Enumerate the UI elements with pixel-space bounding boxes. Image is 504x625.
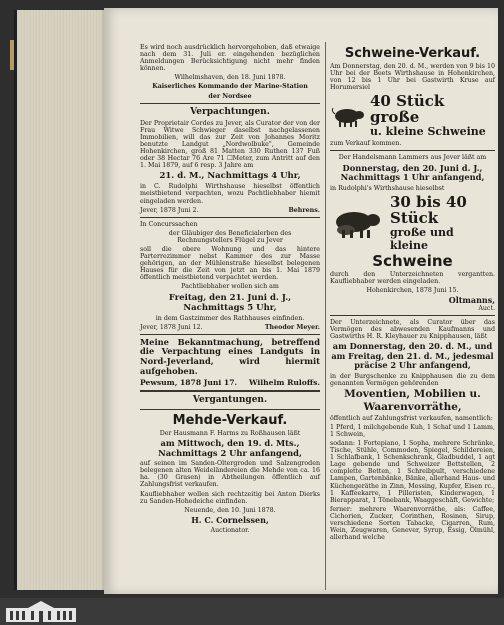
schwein-title: Schweine-Verkauf. [344, 46, 481, 61]
schwein-intro-2: Der Handelsmann Lammers aus Jever läßt am [338, 154, 487, 162]
column-divider [325, 42, 326, 590]
mehde-intro: Der Hausmann F. Harms zu Roßhausen läßt [159, 430, 301, 438]
rule [140, 409, 320, 410]
verpachtung-text-2: in C. Rudolphi Wirthshause hieselbst öffentlich meistbietend verpachten, wozu Pachtliebhaber hiemit eingeladen werden. [140, 183, 320, 205]
movables-items-3: ferner: mehrere Waarenvorräthe, als: Caffee, Cichorien, Zucker, Corinthen, Rosinen, Sirup, verschiedene Sorten Tabacke, Cigarren, Rum, Wein, Zeugwaren, Genever, Syrup, Essig, Ölmühl, allerhand welche [330, 505, 495, 542]
rule [140, 390, 320, 392]
verpachtung-title: Verpachtungen. [190, 106, 270, 117]
withdraw-notice: Meine Bekanntmachung, betreffend die Verpachtung eines Landguts in Nord-Jeverland, wird hiermit aufgehoben. [140, 336, 320, 376]
rule [330, 315, 495, 316]
rule [140, 103, 320, 104]
right-column [330, 44, 495, 543]
rule [140, 217, 320, 218]
notice-issuer: Kaiserliches Kommando der Marine-Station [152, 83, 308, 91]
movables-title-2: Waarenvorräthe, [363, 400, 462, 413]
schwein-intro: Am Donnerstag, den 20. d. M., werden von 9 bis 10 Uhr bei der Beets Wirthshause in Hohenkirchen, von 12 bis 1 Uhr bei Gastwirth Kruse auf Horumersiel [330, 63, 495, 92]
schwein-date-2: Donnerstag, den 20. Juni d. J., Nachmittags 1 Uhr anfangend, [340, 162, 485, 183]
pig-illustration-icon [330, 104, 366, 128]
schwein-place-3: Hohenkirchen, 1878 Juni 15. [366, 286, 459, 294]
concurs-text: soll die obere Wohnung und das hintere Parterrezimmer nebst Kammer des zur Masse gehörigen, an der Mühlenstraße hieselbst belegenen Hauses für die Zeit von jetzt an bis 1. Mai 1879 öffentlich meistbietend verpachtet werden. [140, 245, 320, 282]
pig-ad-1 [330, 93, 495, 138]
vergantung-title: Vergantungen. [192, 395, 268, 406]
concurs-invite: Pachtliebhaber wollen sich am [181, 283, 279, 291]
schwein-kind-1: u. kleine Schweine [370, 125, 486, 139]
pigs-illustration-icon [330, 206, 386, 240]
concurs-signature: Theodor Meyer. [264, 323, 320, 331]
movables-title-1: Moventien, Mobilien u. [344, 387, 481, 400]
withdraw-signature: Wilhelm Ruloffs. [248, 378, 320, 388]
concurs-place: in dem Gastzimmer des Rathhauses einfinden. [155, 314, 305, 322]
schwein-kind-2a: große und kleine [390, 225, 454, 252]
movables-items-2: sodann: 1 Fortepiano, 1 Sopha, mehrere Schränke, Tische, Stühle, Commoden, Spiegel, Schildereien, 1 Schlafbank, 1 Schenkschrank, Gladbuddel, 1 agt Lage gebende und Schweizer Bettstellen, 2 complette Betten, 1 Schreibpult, verschiedene Lampen, Gartenbänke, Bänke, allerhand Haus- und Küchengeräthe in Zinn, Messing, Kupfer, Eisen rc., 1 Kaffeekarre, 1 Pilleristen, Kinderwagen, 1 Bierapparat, 1 Tönebank, Waaggeschäft, Gewichte; [330, 440, 495, 504]
movables-intro: Der Unterzeichnete, als Curator über das Vermögen des abwesenden Kaufmanns und Gastwirths H. R. Kleyhauer zu Knipphausen, läßt [330, 319, 495, 341]
mehde-role: Auctionator. [210, 526, 250, 534]
notice-intro: Es wird noch ausdrücklich hervorgehoben, daß etwaige nach dem 31. Juli er. eingehenden bezüglichen Anmeldungen Berücksichtigung nicht mehr finden können. [140, 44, 320, 73]
concurs-title: In Concurssachen [140, 220, 198, 228]
schwein-kind-2b: Schweine [372, 251, 453, 270]
notice-date: Wilhelmshaven, den 18. Juni 1878. [174, 74, 286, 82]
newspaper-page [104, 8, 498, 594]
schwein-place-2: in Rudolphi's Wirthshause hieselbst [330, 184, 445, 192]
book-page-edges [14, 10, 107, 590]
pig-ad-2 [330, 194, 495, 252]
movables-terms: öffentlich auf Zahlungsfrist verkaufen, namentlich: [330, 414, 493, 422]
left-column [140, 44, 320, 536]
concurs-date: Freitag, den 21. Juni d. J., Nachmittags 5 Uhr, [168, 292, 292, 313]
schwein-count-2: 30 bis 40 Stück [390, 192, 467, 227]
mehde-text: auf seinen im Sanden-Oltergroden und Salzengroden belegenen alten Weideländereien die Mehde von ca. 16 ha. (30 Grasen) in Abtheilungen öffentlich auf Zahlungsfrist verkaufen. [140, 460, 320, 489]
rule [140, 334, 320, 335]
concurs-date-2: Jever, 1878 Juni 12. [140, 323, 203, 331]
verpachtung-date: 21. d. M., Nachmittags 4 Uhr, [159, 171, 301, 182]
movables-place: in der Burgschenke zu Knipphausen die zu dem genannten Vermögen gehörenden [330, 372, 495, 387]
movables-items-1: 1 Pferd, 1 milchgebende Kuh, 1 Schaf und 1 Lamm, 1 Schwein, [330, 423, 495, 438]
schwein-count-1: 40 Stück große [370, 92, 445, 127]
book-marker [10, 40, 14, 70]
mehde-signature: H. C. Cornelssen, [191, 514, 269, 525]
notice-issuer-2: der Nordsee [208, 92, 252, 100]
mehde-title: Mehde-Verkauf. [172, 413, 288, 429]
mehde-invite: Kaufliebhaber wollen sich rechtzeitig bei Anton Dierks zu Sanden-Hohedeiche einfinden. [140, 490, 320, 505]
mehde-place: Neuende, den 10. Juni 1878. [184, 506, 276, 514]
verpachtung-signature: Behrens. [288, 206, 320, 214]
schwein-role: Auct. [478, 304, 495, 312]
library-building-logo-icon [6, 600, 76, 622]
schwein-text-2: durch den Unterzeichneten vergantten. Kaufliebhaber werden eingeladen. [330, 270, 495, 285]
withdraw-place: Pewsum, 1878 Juni 17. [140, 378, 238, 388]
verpachtung-place: Jever, 1878 Juni 2. [140, 206, 199, 214]
rule [330, 150, 495, 151]
verpachtung-text: Der Proprietair Cordes zu Jever, als Curator der von der Frau Witwe Schwieger daselbst nachgelassenen Immobilien, will das zur Zeit von Johannes Moritz benutzte Landgut „Nordwolbuke", Gemeinde Hohenkirchen, groß 81 Matten 330 Ruthen 137 Fuß oder 38 Hectar 76 Are 71 ☐Meter, zum Antritt auf den 1. Mai 1879, auf 6 resp. 3 Jahre am [140, 119, 320, 170]
movables-date: am Donnerstag, den 20. d. M., und am Freitag, den 21. d. M., jedesmal präcise 2 Uhr anfangend, [331, 341, 494, 371]
schwein-cta-1: zum Verkauf kommen. [330, 140, 402, 148]
mehde-date: am Mittwoch, den 19. d. Mts., Nachmittags 2 Uhr anfangend, [158, 438, 302, 458]
concurs-subtitle: der Gläubiger des Beneficialerben des Rechnungstellers Flügel zu Jever [168, 229, 292, 244]
schwein-signature: Oltmanns, [448, 294, 495, 305]
